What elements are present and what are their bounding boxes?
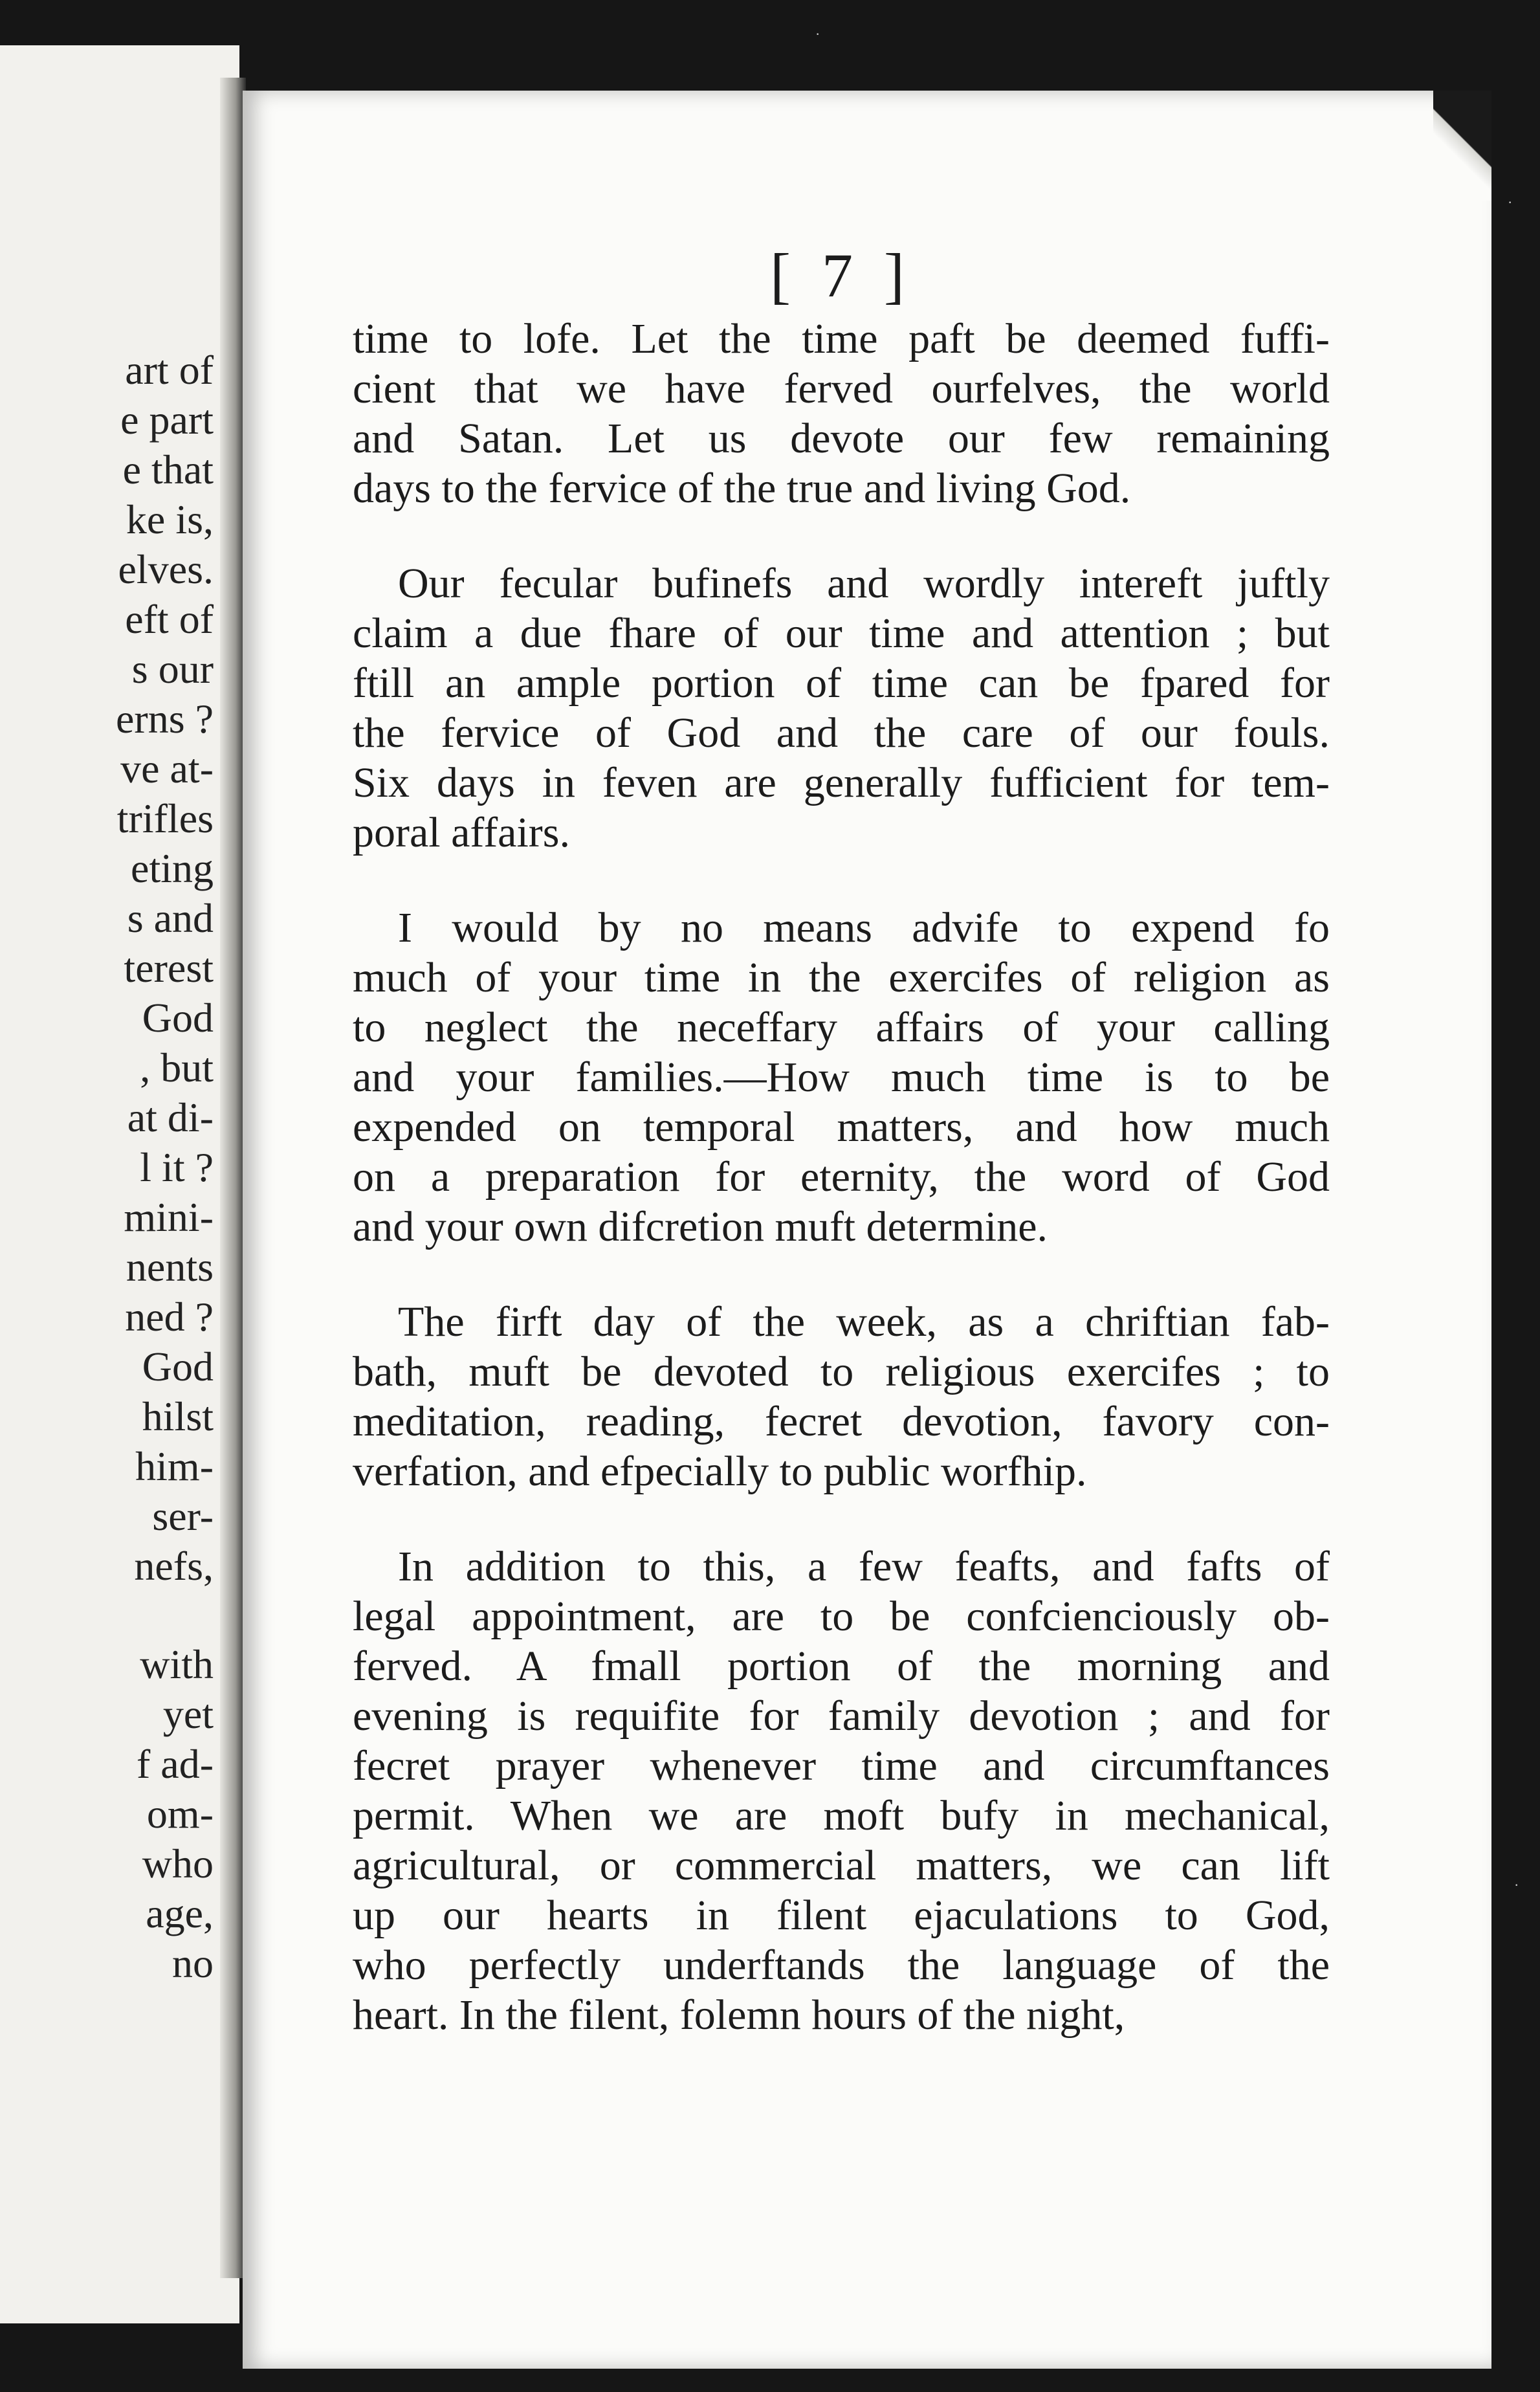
left-page-line: s and bbox=[127, 895, 214, 941]
left-page-line: age, bbox=[146, 1890, 214, 1936]
text-line: much of your time in the exercifes of religion as bbox=[353, 954, 1330, 1001]
left-page-line: elves. bbox=[118, 546, 214, 592]
left-page-line: erns ? bbox=[115, 696, 214, 742]
text-line: and your families.—How much time is to be bbox=[353, 1054, 1330, 1101]
left-page-line: trifles bbox=[116, 795, 214, 841]
left-page-fragment bbox=[0, 45, 239, 2323]
paragraph bbox=[353, 903, 1330, 1252]
left-page-line: eting bbox=[131, 845, 214, 891]
text-line: poral affairs. bbox=[353, 809, 570, 856]
left-page-line: ke is, bbox=[126, 496, 214, 542]
paragraph bbox=[353, 1297, 1330, 1496]
text-line: time to lofe. Let the time paft be deemed fuffi- bbox=[353, 315, 1330, 362]
left-page-line: ned ? bbox=[125, 1294, 214, 1340]
text-line: to neglect the neceffary affairs of your calling bbox=[353, 1004, 1330, 1051]
text-line: up our hearts in filent ejaculations to God, bbox=[353, 1892, 1330, 1939]
left-page-line: e that bbox=[122, 447, 214, 493]
left-page-line: who bbox=[142, 1841, 214, 1887]
speck: · bbox=[815, 26, 820, 42]
left-page-line: nefs, bbox=[134, 1543, 214, 1589]
left-page-line: God bbox=[142, 1344, 214, 1390]
text-line: In addition to this, a few feafts, and fafts of bbox=[398, 1543, 1330, 1590]
left-page-line: ser- bbox=[152, 1493, 214, 1539]
text-line: expended on temporal matters, and how much bbox=[353, 1103, 1330, 1151]
left-page-line: art of bbox=[125, 347, 214, 393]
left-page-line: nents bbox=[126, 1244, 214, 1290]
text-line: fecret prayer whenever time and circumftances bbox=[353, 1742, 1330, 1789]
text-line: meditation, reading, fecret devotion, favory con- bbox=[353, 1398, 1330, 1445]
text-line: permit. When we are moft bufy in mechanical, bbox=[353, 1792, 1330, 1839]
text-line: heart. In the filent, folemn hours of the night, bbox=[353, 1991, 1125, 2039]
text-line: agricultural, or commercial matters, we can lift bbox=[353, 1842, 1330, 1889]
text-line: verfation, and efpecially to public worfhip. bbox=[353, 1448, 1087, 1495]
text-line: Six days in feven are generally fufficient for tem- bbox=[353, 759, 1330, 806]
left-page-line: mini- bbox=[124, 1194, 214, 1240]
text-line: and Satan. Let us devote our few remaining bbox=[353, 415, 1330, 462]
left-page-line: ve at- bbox=[120, 746, 214, 792]
text-line: legal appointment, are to be confcienciously ob- bbox=[353, 1593, 1330, 1640]
paragraph bbox=[353, 559, 1330, 858]
left-page-line: him- bbox=[135, 1443, 214, 1489]
speck: · bbox=[1514, 1877, 1519, 1893]
left-page-line: eft of bbox=[125, 596, 214, 642]
text-line: Our fecular bufinefs and wordly intereft juftly bbox=[398, 560, 1330, 607]
text-line: and your own difcretion muft determine. bbox=[353, 1203, 1048, 1250]
left-page-line: om- bbox=[146, 1791, 214, 1837]
left-page-line: , but bbox=[140, 1045, 214, 1091]
left-page-line: yet bbox=[162, 1691, 214, 1737]
text-line: I would by no means advife to expend fo bbox=[398, 904, 1330, 951]
text-line: ftill an ample portion of time can be fpared for bbox=[353, 659, 1330, 707]
page-number: [ 7 ] bbox=[770, 241, 912, 310]
left-page-line: no bbox=[172, 1940, 214, 1986]
text-line: bath, muft be devoted to religious exercifes ; to bbox=[353, 1348, 1330, 1395]
left-page-line: at di- bbox=[127, 1094, 214, 1140]
paragraph bbox=[353, 1542, 1330, 2040]
text-line: who perfectly underftands the language of the bbox=[353, 1942, 1330, 1989]
body-text bbox=[353, 314, 1330, 2085]
left-page-line: l it ? bbox=[140, 1144, 214, 1190]
left-page-line: s our bbox=[131, 646, 214, 692]
text-line: cient that we have ferved ourfelves, the world bbox=[353, 365, 1330, 412]
text-line: on a preparation for eternity, the word of God bbox=[353, 1153, 1330, 1201]
folded-corner bbox=[1433, 91, 1491, 201]
left-page-line: with bbox=[140, 1641, 214, 1687]
text-line: evening is requifite for family devotion ; and for bbox=[353, 1692, 1330, 1740]
left-page-line: hilst bbox=[142, 1393, 214, 1439]
paragraph bbox=[353, 314, 1330, 513]
text-line: ferved. A fmall portion of the morning and bbox=[353, 1643, 1330, 1690]
left-page-line: e part bbox=[120, 397, 214, 443]
speck: · bbox=[1508, 194, 1513, 210]
left-page-line: terest bbox=[124, 945, 214, 991]
text-line: the fervice of God and the care of our fouls. bbox=[353, 709, 1330, 757]
left-page-line: God bbox=[142, 995, 214, 1041]
left-page-line: f ad- bbox=[136, 1741, 214, 1787]
text-line: claim a due fhare of our time and attention ; but bbox=[353, 610, 1330, 657]
right-page bbox=[243, 91, 1491, 2369]
text-line: days to the fervice of the true and living God. bbox=[353, 465, 1131, 512]
text-line: The firft day of the week, as a chriftian fab- bbox=[398, 1298, 1330, 1346]
book-gutter bbox=[220, 78, 246, 2278]
